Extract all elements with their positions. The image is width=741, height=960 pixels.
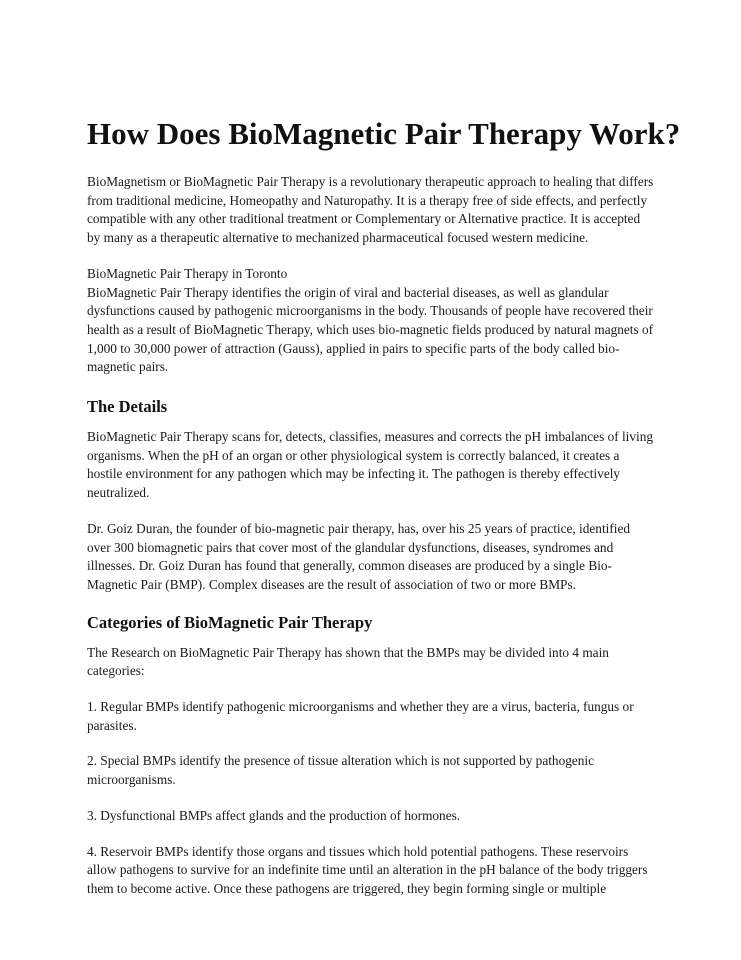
category-item-reservoir: 4. Reservoir BMPs identify those organs and tissues which hold potential pathogens. These reservoirs allow pathogens to survive for an indefinite time until an alteration in the pH balance of the body triggers them to become active. Once these pathogens are triggered, they begin forming single or multiple [87,843,648,896]
category-item-special: 2. Special BMPs identify the presence of tissue alteration which is not supported by pathogenic microorganisms. [87,753,595,788]
details-paragraph-2: Dr. Goiz Duran, the founder of bio-magnetic pair therapy, has, over his 25 years of practice, identified over 300 biomagnetic pairs that cover most of the glandular dysfunctions, diseases, syndromes and illnesses. Dr. Goiz Duran has found that generally, common diseases are produced by a single Bio-Magnetic Pair (BMP). Complex diseases are the result of association of two or more BMPs. [87,520,631,592]
details-paragraph-1: BioMagnetic Pair Therapy scans for, detects, classifies, measures and corrects the pH imbalances of living organisms. When the pH of an organ or other physiological system is correctly balanced, it creates a hostile environment for any pathogen which may be infecting it. The pathogen is thereby effectively neutralized. [87,429,654,501]
page-title: How Does BioMagnetic Pair Therapy Work? [87,116,681,151]
categories-heading: Categories of BioMagnetic Pair Therapy [87,612,373,632]
category-item-regular: 1. Regular BMPs identify pathogenic microorganisms and whether they are a virus, bacteria, fungus or parasites. [87,699,634,733]
document-page [87,115,681,916]
intro-paragraph: BioMagnetism or BioMagnetic Pair Therapy is a revolutionary therapeutic approach to healing that differs from traditional medicine, Homeopathy and Naturopathy. It is a therapy free of side effects, and perfectly compatible with any other traditional treatment or Complementary or Alternative practice. It is accepted by many as a therapeutic alternative to mechanized pharmaceutical focused western medicine. [87,174,654,246]
details-heading: The Details [87,397,168,417]
toronto-paragraph: BioMagnetic Pair Therapy identifies the origin of viral and bacterial diseases, as well as glandular dysfunctions caused by pathogenic microorganisms in the body. Thousands of people have recovered their health as a result of BioMagnetic Therapy, which uses bio-magnetic fields produced by natural magnets of 1,000 to 30,000 power of attraction (Gauss), applied in pairs to specific parts of the body called bio-magnetic pairs. [87,284,654,375]
categories-intro: The Research on BioMagnetic Pair Therapy has shown that the BMPs may be divided into 4 main categories: [87,644,609,679]
toronto-subheading: BioMagnetic Pair Therapy in Toronto [87,265,288,281]
category-item-dysfunctional: 3. Dysfunctional BMPs affect glands and the production of hormones. [87,807,461,823]
